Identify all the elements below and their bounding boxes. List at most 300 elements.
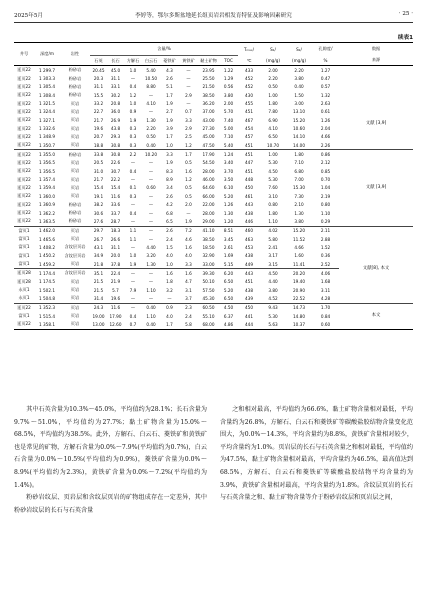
table-cell: — xyxy=(148,202,154,208)
table-cell: 4.0 xyxy=(166,253,173,259)
table-cell: 1 359.4 xyxy=(39,185,55,191)
table-cell: 19.40 xyxy=(293,279,306,285)
table-cell: 10.60 xyxy=(293,126,306,132)
table-cell: 5.00 xyxy=(223,126,234,132)
table-cell: 粉砂岩 xyxy=(68,67,82,73)
table-cell: 26.9 xyxy=(110,117,121,123)
table-cell: 1.27 xyxy=(320,67,331,73)
table-cell: 2.19 xyxy=(320,193,331,199)
table-cell: 1 332.6 xyxy=(39,126,55,132)
table-cell: 4.50 xyxy=(268,168,278,174)
source-cell-empty xyxy=(339,226,413,235)
table-cell: 延页22 xyxy=(17,133,31,139)
table-cell: 30.7 xyxy=(110,168,121,174)
table-cell: 4.10 xyxy=(268,126,278,132)
table-cell: 41.10 xyxy=(202,228,215,234)
table-cell: 5.8 xyxy=(185,321,192,327)
table-cell: 461 xyxy=(245,193,254,199)
source-cell-empty xyxy=(339,83,413,91)
table-continued-label: 续表1 xyxy=(397,35,413,41)
table-cell: 5.40 xyxy=(223,142,234,148)
table-cell: 31.1 xyxy=(110,76,121,82)
table-cell: 4.3 xyxy=(166,67,173,73)
table-cell: 6.90 xyxy=(268,117,278,123)
col-siderite: 菱铁矿 xyxy=(163,57,176,63)
table-cell: 15.5 xyxy=(93,92,104,98)
table-cell: 3.00 xyxy=(294,101,304,107)
table-cell: 45.0 xyxy=(110,67,121,73)
table-cell: 1.30 xyxy=(146,117,156,123)
table-cell: 4.6 xyxy=(185,236,192,242)
table-cell: 449 xyxy=(245,261,254,267)
table-cell: 延页22 xyxy=(17,83,31,89)
table-cell: 7.00 xyxy=(294,177,304,183)
table-cell: — xyxy=(148,228,154,234)
table-cell: 2.11 xyxy=(320,228,331,234)
table-cell: 450 xyxy=(245,305,254,311)
table-cell: 5.30 xyxy=(268,177,278,183)
table-cell: — xyxy=(148,92,154,98)
table-cell: 0.9 xyxy=(129,109,137,115)
table-cell: 68.00 xyxy=(202,321,215,327)
table-cell: 延页22 xyxy=(17,321,31,327)
table-cell: 1.60 xyxy=(294,253,304,259)
paragraph: 其中石英含量为10.3%～45.0%，平均值约为28.1%；长石含量为9.7%～51.0%，平均值约为27.7%；黏土矿物含量为15.0%～68.5%，平均值约为38.5%。此外，方解石、白云石、菱铁矿和黄铁矿也是常见的矿物，方解石含量为0.0%～7.9%(平均值约为0.7%)，白云石含量为0.0%～10.5%(平均值约为0.9%)，菱铁矿含量为0.0%～8.9%(平均值约为2.3%)，黄铁矿含量为0.0%～7.2%(平均值约为1.4%)。 xyxy=(14,406,207,489)
table-cell: 0.5 xyxy=(185,193,192,199)
table-cell: 463 xyxy=(245,236,254,242)
table-cell: 5.70 xyxy=(223,109,234,115)
table-cell: 66.00 xyxy=(202,193,215,199)
table-cell: 6.50 xyxy=(223,295,234,301)
table-cell: 1.0 xyxy=(166,142,173,148)
table-cell: 3.7 xyxy=(185,295,192,301)
table-cell: 14.10 xyxy=(293,134,306,140)
table-cell: 0.57 xyxy=(320,84,331,90)
table-cell: 34.9 xyxy=(93,253,104,259)
table-cell: 23.95 xyxy=(202,67,215,73)
table-cell: 13.10 xyxy=(293,109,306,115)
source-cell-empty xyxy=(339,294,413,303)
table-cell: 1 303.3 xyxy=(39,76,55,82)
table-cell: 2.26 xyxy=(320,142,331,148)
table-cell: 2.2 xyxy=(129,152,137,158)
table-cell: — xyxy=(148,218,154,224)
table-cell: 19.00 xyxy=(92,313,105,319)
table-cell: 页岩 xyxy=(70,304,80,310)
table-cell: 0.56 xyxy=(223,84,234,90)
table-cell: 38.50 xyxy=(202,236,215,242)
table-cell: 26.6 xyxy=(110,236,121,242)
table-cell: 64.60 xyxy=(202,185,215,191)
table-cell: 1.2 xyxy=(129,92,137,98)
source-cell-empty xyxy=(339,217,413,226)
table-cell: 31.1 xyxy=(110,244,121,250)
col-s1: S₁/ xyxy=(270,46,276,52)
table-cell: 50.10 xyxy=(202,279,215,285)
table-cell: 30.8 xyxy=(110,152,121,158)
table-cell: 0.5 xyxy=(185,160,192,166)
issue-date: 2025年5月 xyxy=(14,13,43,19)
table-cell: 454 xyxy=(245,126,254,132)
source-cell-empty xyxy=(339,74,413,82)
header-rule xyxy=(14,22,413,23)
table-cell: 21.9 xyxy=(110,279,121,285)
table-cell: 33.6 xyxy=(110,202,121,208)
table-cell: 25.50 xyxy=(202,76,215,82)
table-cell: 11.6 xyxy=(110,305,121,311)
table-cell: 5.20 xyxy=(223,193,234,199)
table-cell: 0.40 xyxy=(146,305,156,311)
table-cell: 4.86 xyxy=(223,321,234,327)
table-cell: 7.9 xyxy=(129,287,137,293)
table-cell: — xyxy=(130,177,136,183)
table-cell: 0.70 xyxy=(320,177,331,183)
table-cell: 5.7 xyxy=(112,287,119,293)
table-cell: 0.40 xyxy=(146,321,156,327)
table-cell: 15.20 xyxy=(293,228,306,234)
table-cell: 延页28 xyxy=(17,278,31,284)
table-cell: 1.2 xyxy=(185,142,192,148)
table-cell: 1.9 xyxy=(185,218,192,224)
table-cell: 延页22 xyxy=(17,108,31,114)
table-cell: 1 357.4 xyxy=(39,177,55,183)
table-cell: 永页1 xyxy=(18,287,30,293)
table-cell: 0.9 xyxy=(166,305,173,311)
table-cell: 1.29 xyxy=(223,76,234,82)
table-cell: 1.2 xyxy=(185,177,192,183)
table-cell: 29.00 xyxy=(202,218,215,224)
table-cell: 延页22 xyxy=(17,159,31,165)
table-cell: 0.29 xyxy=(320,218,331,224)
table-cell: 3.4 xyxy=(166,185,173,191)
table-cell: 3.45 xyxy=(223,236,234,242)
source-cell-empty xyxy=(339,66,413,75)
table-cell: 延页22 xyxy=(17,210,31,216)
table-cell: 45.00 xyxy=(202,134,215,140)
table-cell: 443 xyxy=(245,270,254,276)
table-cell: 43.1 xyxy=(93,244,104,250)
table-cell: 含纹层页岩 xyxy=(64,252,86,258)
table-cell: 1.26 xyxy=(223,202,234,208)
table-cell: 页岩 xyxy=(70,227,80,233)
table-cell: — xyxy=(130,295,136,301)
table-cell: 2.4 xyxy=(185,313,192,319)
table-cell: 延页22 xyxy=(17,168,31,174)
table-cell: 33.7 xyxy=(110,210,121,216)
table-cell: 30.8 xyxy=(110,142,121,148)
table-cell: 4.66 xyxy=(320,134,331,140)
table-cell: 10.50 xyxy=(145,76,157,82)
table-cell: 0.60 xyxy=(320,321,331,327)
table-cell: — xyxy=(186,84,191,90)
table-cell: 含纹层页岩 xyxy=(64,244,86,250)
table-cell: 1 174.5 xyxy=(39,279,55,285)
table-cell: 7.40 xyxy=(223,117,234,123)
table-cell: 21.7 xyxy=(93,117,104,123)
table-cell: — xyxy=(148,193,154,199)
table-cell: 36.0 xyxy=(110,109,121,115)
table-cell: 27.6 xyxy=(93,218,104,224)
table-cell: — xyxy=(148,168,154,174)
table-cell: 粉砂岩 xyxy=(68,83,82,89)
table-cell: — xyxy=(130,202,136,208)
source-cell-empty xyxy=(339,91,413,99)
table-cell: 31.1 xyxy=(93,84,104,90)
table-cell: 0.40 xyxy=(294,84,304,90)
table-cell: 4.02 xyxy=(268,228,278,234)
table-cell: 446 xyxy=(245,218,254,224)
table-cell: 15.30 xyxy=(293,185,306,191)
table-cell: 4.50 xyxy=(223,305,234,311)
table-cell: 5.30 xyxy=(268,160,278,166)
table-cell: 0.40 xyxy=(146,142,156,148)
table-cell: 18.50 xyxy=(202,244,215,250)
table-cell: 1 321.5 xyxy=(39,101,55,107)
table-cell: 1.10 xyxy=(146,313,156,319)
table-cell: 延页22 xyxy=(17,117,31,123)
table-cell: 粉砂岩 xyxy=(68,75,82,81)
table-cell: — xyxy=(186,76,191,82)
table-cell: 4.0 xyxy=(166,313,173,319)
table-cell: 1.26 xyxy=(320,117,331,123)
table-cell: 2.0 xyxy=(185,202,192,208)
table-cell: 46.00 xyxy=(202,177,215,183)
table-cell: 延页22 xyxy=(17,218,31,224)
table-cell: — xyxy=(130,279,136,285)
table-cell: 延页22 xyxy=(17,151,31,157)
source-cell: 文献[8], 本文 xyxy=(362,265,390,271)
table-cell: 2.7 xyxy=(166,109,173,115)
table-cell: 0.61 xyxy=(320,109,331,115)
table-cell: 1.6 xyxy=(185,270,192,276)
table-row xyxy=(14,303,413,312)
table-cell: 443 xyxy=(245,202,254,208)
table-cell: 452 xyxy=(245,76,254,82)
table-cell: 467 xyxy=(245,117,254,123)
table-cell: 1.00 xyxy=(268,92,278,98)
col-s2-unit: (mg/g) xyxy=(291,57,307,63)
table-cell: 1 465.6 xyxy=(39,236,55,242)
table-cell: 0.80 xyxy=(320,202,331,208)
table-cell: 6.5 xyxy=(166,218,173,224)
table-cell: 延页22 xyxy=(17,67,31,73)
table-row xyxy=(14,74,413,82)
table-cell: — xyxy=(130,160,136,166)
table-cell: 1 356.5 xyxy=(39,168,55,174)
table-cell: 8.3 xyxy=(166,168,173,174)
table-cell: 1.00 xyxy=(268,152,278,158)
table-cell: 5.80 xyxy=(268,236,278,242)
table-cell: 14.00 xyxy=(293,142,306,148)
table-cell: 444 xyxy=(245,321,254,327)
table-cell: 2.6 xyxy=(166,228,173,234)
table-cell: 1 362.2 xyxy=(39,210,55,216)
table-body xyxy=(14,66,413,330)
table-cell: 粉砂岩 xyxy=(68,201,82,207)
table-cell: 13.00 xyxy=(92,321,105,327)
table-cell: 1 305.4 xyxy=(39,84,55,90)
table-cell: 14.73 xyxy=(293,305,306,311)
table-cell: 页岩 xyxy=(70,287,80,293)
table-cell: 21.50 xyxy=(202,84,215,90)
table-cell: 1 355.0 xyxy=(39,152,55,158)
table-cell: 2.41 xyxy=(268,244,278,250)
table-cell: 页岩 xyxy=(70,193,80,199)
col-lithology: 岩性 xyxy=(70,51,80,56)
table-cell: 1 350.7 xyxy=(39,142,55,148)
table-cell: 1.0 xyxy=(166,261,173,267)
table-cell: 5.63 xyxy=(268,321,278,327)
table-cell: 60.50 xyxy=(202,305,215,311)
table-cell: 55.10 xyxy=(202,313,215,319)
table-cell: 富页1 xyxy=(18,261,30,267)
table-cell: 0.84 xyxy=(320,313,331,319)
table-cell: 22.52 xyxy=(293,295,306,301)
table-cell: — xyxy=(148,295,154,301)
table-cell: 2.20 xyxy=(268,76,278,82)
table-cell: 451 xyxy=(245,109,254,115)
table-cell: 页岩 xyxy=(70,108,80,114)
table-cell: 11.41 xyxy=(293,261,306,267)
table-cell: 6.50 xyxy=(268,134,278,140)
table-cell: — xyxy=(130,76,136,82)
table-cell: 3.40 xyxy=(223,160,234,166)
table-cell: 粉砂岩 xyxy=(68,151,82,157)
table-cell: 3.80 xyxy=(223,92,234,98)
table-cell: 3.80 xyxy=(294,76,304,82)
table-cell: 2.00 xyxy=(223,101,234,107)
table-cell: 富页1 xyxy=(18,236,30,242)
table-cell: 20.20 xyxy=(293,270,306,276)
table-cell: 含纹层页岩 xyxy=(64,270,86,276)
table-cell: 24.3 xyxy=(93,305,104,311)
table-cell: — xyxy=(148,236,154,242)
table-row xyxy=(14,141,413,150)
table-cell: 7.80 xyxy=(268,109,278,115)
table-cell: 54.50 xyxy=(202,160,215,166)
table-row xyxy=(14,243,413,251)
table-cell: 32.90 xyxy=(202,253,215,259)
table-cell: 1 327.1 xyxy=(39,117,55,123)
table-cell: 延页22 xyxy=(17,184,31,190)
table-cell: 2.10 xyxy=(294,202,304,208)
table-cell: 31.4 xyxy=(93,295,104,301)
table-cell: 45.30 xyxy=(202,295,215,301)
table-cell: 页岩 xyxy=(70,142,80,148)
table-cell: 延页22 xyxy=(17,100,31,106)
table-cell: 1.10 xyxy=(146,287,156,293)
table-cell: — xyxy=(148,177,154,183)
table-cell: 3.17 xyxy=(268,253,278,259)
col-depth: 深度/m xyxy=(40,51,54,56)
table-cell: 粉砂岩 xyxy=(68,218,82,224)
table-cell: 延页28 xyxy=(17,270,31,276)
table-cell: 3.1 xyxy=(185,287,192,293)
table-cell: 33.00 xyxy=(202,261,215,267)
table-cell: 1.20 xyxy=(223,218,234,224)
table-cell: 1 360.0 xyxy=(39,193,55,199)
table-cell: 粉砂岩 xyxy=(68,210,82,216)
left-column xyxy=(14,404,207,517)
table-cell: 460 xyxy=(245,228,254,234)
table-cell: 富页1 xyxy=(18,252,30,258)
table-cell: 1 363.5 xyxy=(39,218,55,224)
table-cell: 2.5 xyxy=(185,134,192,140)
paragraph: 之和相对最高，平均值约为66.6%，黏土矿物含量相对最低，平均含量约为26.8%，方解石、白云石和菱铁矿等碳酸盐胶结物含量变化范围大，为0.0%～14.3%，平均含量约为8.8%，黄铁矿含量相对较少，平均含量约为1.0%。页岩层的长石与石英含量之和相对最低，平均值约为47.5%，黏土矿物含量相对最高，平均含量约为46.5%，最高值达到68.5%，方解石、白云石和菱铁矿等碳酸盐胶结物平均含量约为3.9%，黄铁矿含量相对最高，平均含量约为1.8%。含纹层页岩的长石与石英含量之和、黏土矿物含量等介于粉砂岩纹层和页岩层之间， xyxy=(220,406,413,502)
table-cell: 3.10 xyxy=(268,193,278,199)
table-cell: — xyxy=(130,218,136,224)
table-cell: 5.15 xyxy=(223,261,234,267)
table-cell: 页岩 xyxy=(70,295,80,301)
table-cell: 17.90 xyxy=(109,313,122,319)
table-cell: 1.80 xyxy=(268,210,278,216)
table-cell: 2.4 xyxy=(166,236,173,242)
table-cell: 0.3 xyxy=(129,142,137,148)
table-cell: 0.7 xyxy=(185,109,192,115)
col-pyrite: 黄铁矿 xyxy=(182,57,195,63)
table-cell: 22.6 xyxy=(110,160,121,166)
table-cell: 0.1 xyxy=(129,185,137,191)
table-cell: 1.68 xyxy=(320,279,331,285)
paragraph: 粉砂岩纹层、页岩层和含纹层页岩的矿物组成存在一定差异，其中粉砂岩纹层的长石与石英含量 xyxy=(14,494,207,514)
col-quartz: 石英 xyxy=(94,57,103,63)
table-cell: 451 xyxy=(245,142,254,148)
col-well: 井号 xyxy=(19,51,29,56)
table-cell: 页岩 xyxy=(70,236,80,242)
table-cell: 0.7 xyxy=(129,321,137,327)
table-cell: 2.20 xyxy=(294,67,304,73)
table-cell: 22.00 xyxy=(202,202,215,208)
table-cell: 4.2 xyxy=(166,202,173,208)
table-cell: 4.52 xyxy=(268,295,278,301)
table-cell: 1.80 xyxy=(294,152,304,158)
table-cell: 21.7 xyxy=(93,177,104,183)
table-cell: 富页1 xyxy=(18,313,30,319)
table-cell: 1 174.4 xyxy=(39,270,55,276)
source-cell: 文献 [3,9] xyxy=(365,121,387,127)
table-cell: 页岩 xyxy=(70,117,80,123)
table-cell: 6.37 xyxy=(223,313,234,319)
table-row xyxy=(14,294,413,303)
table-row xyxy=(14,83,413,91)
table-cell: 1 408.2 xyxy=(39,244,55,250)
table-cell: 1.30 xyxy=(223,210,234,216)
table-cell: 10.20 xyxy=(145,152,157,158)
table-cell: 1 360.9 xyxy=(39,202,55,208)
table-cell: 6.20 xyxy=(223,270,234,276)
table-cell: 29.7 xyxy=(93,228,104,234)
table-cell: 1.7 xyxy=(185,152,192,158)
table-cell: — xyxy=(148,279,154,285)
table-cell: 20.0 xyxy=(110,253,121,259)
table-cell: 页岩 xyxy=(70,176,80,182)
table-cell: 4.28 xyxy=(320,295,331,301)
table-cell: 富页1 xyxy=(18,244,30,250)
table-cell: 430 xyxy=(245,92,254,98)
table-cell: 9.43 xyxy=(268,305,278,311)
table-cell: 7.2 xyxy=(185,228,192,234)
table-cell: 7.10 xyxy=(294,160,304,166)
table-cell: 8.80 xyxy=(146,84,156,90)
table-row xyxy=(14,108,413,116)
table-cell: 0.4 xyxy=(129,84,137,90)
table-cell: — xyxy=(148,160,154,166)
table-cell: 457 xyxy=(245,134,254,140)
table-cell: 6.10 xyxy=(223,185,234,191)
table-cell: 1.9 xyxy=(166,117,173,123)
table-cell: 2.63 xyxy=(320,101,331,107)
table-cell: 延页22 xyxy=(17,142,31,148)
